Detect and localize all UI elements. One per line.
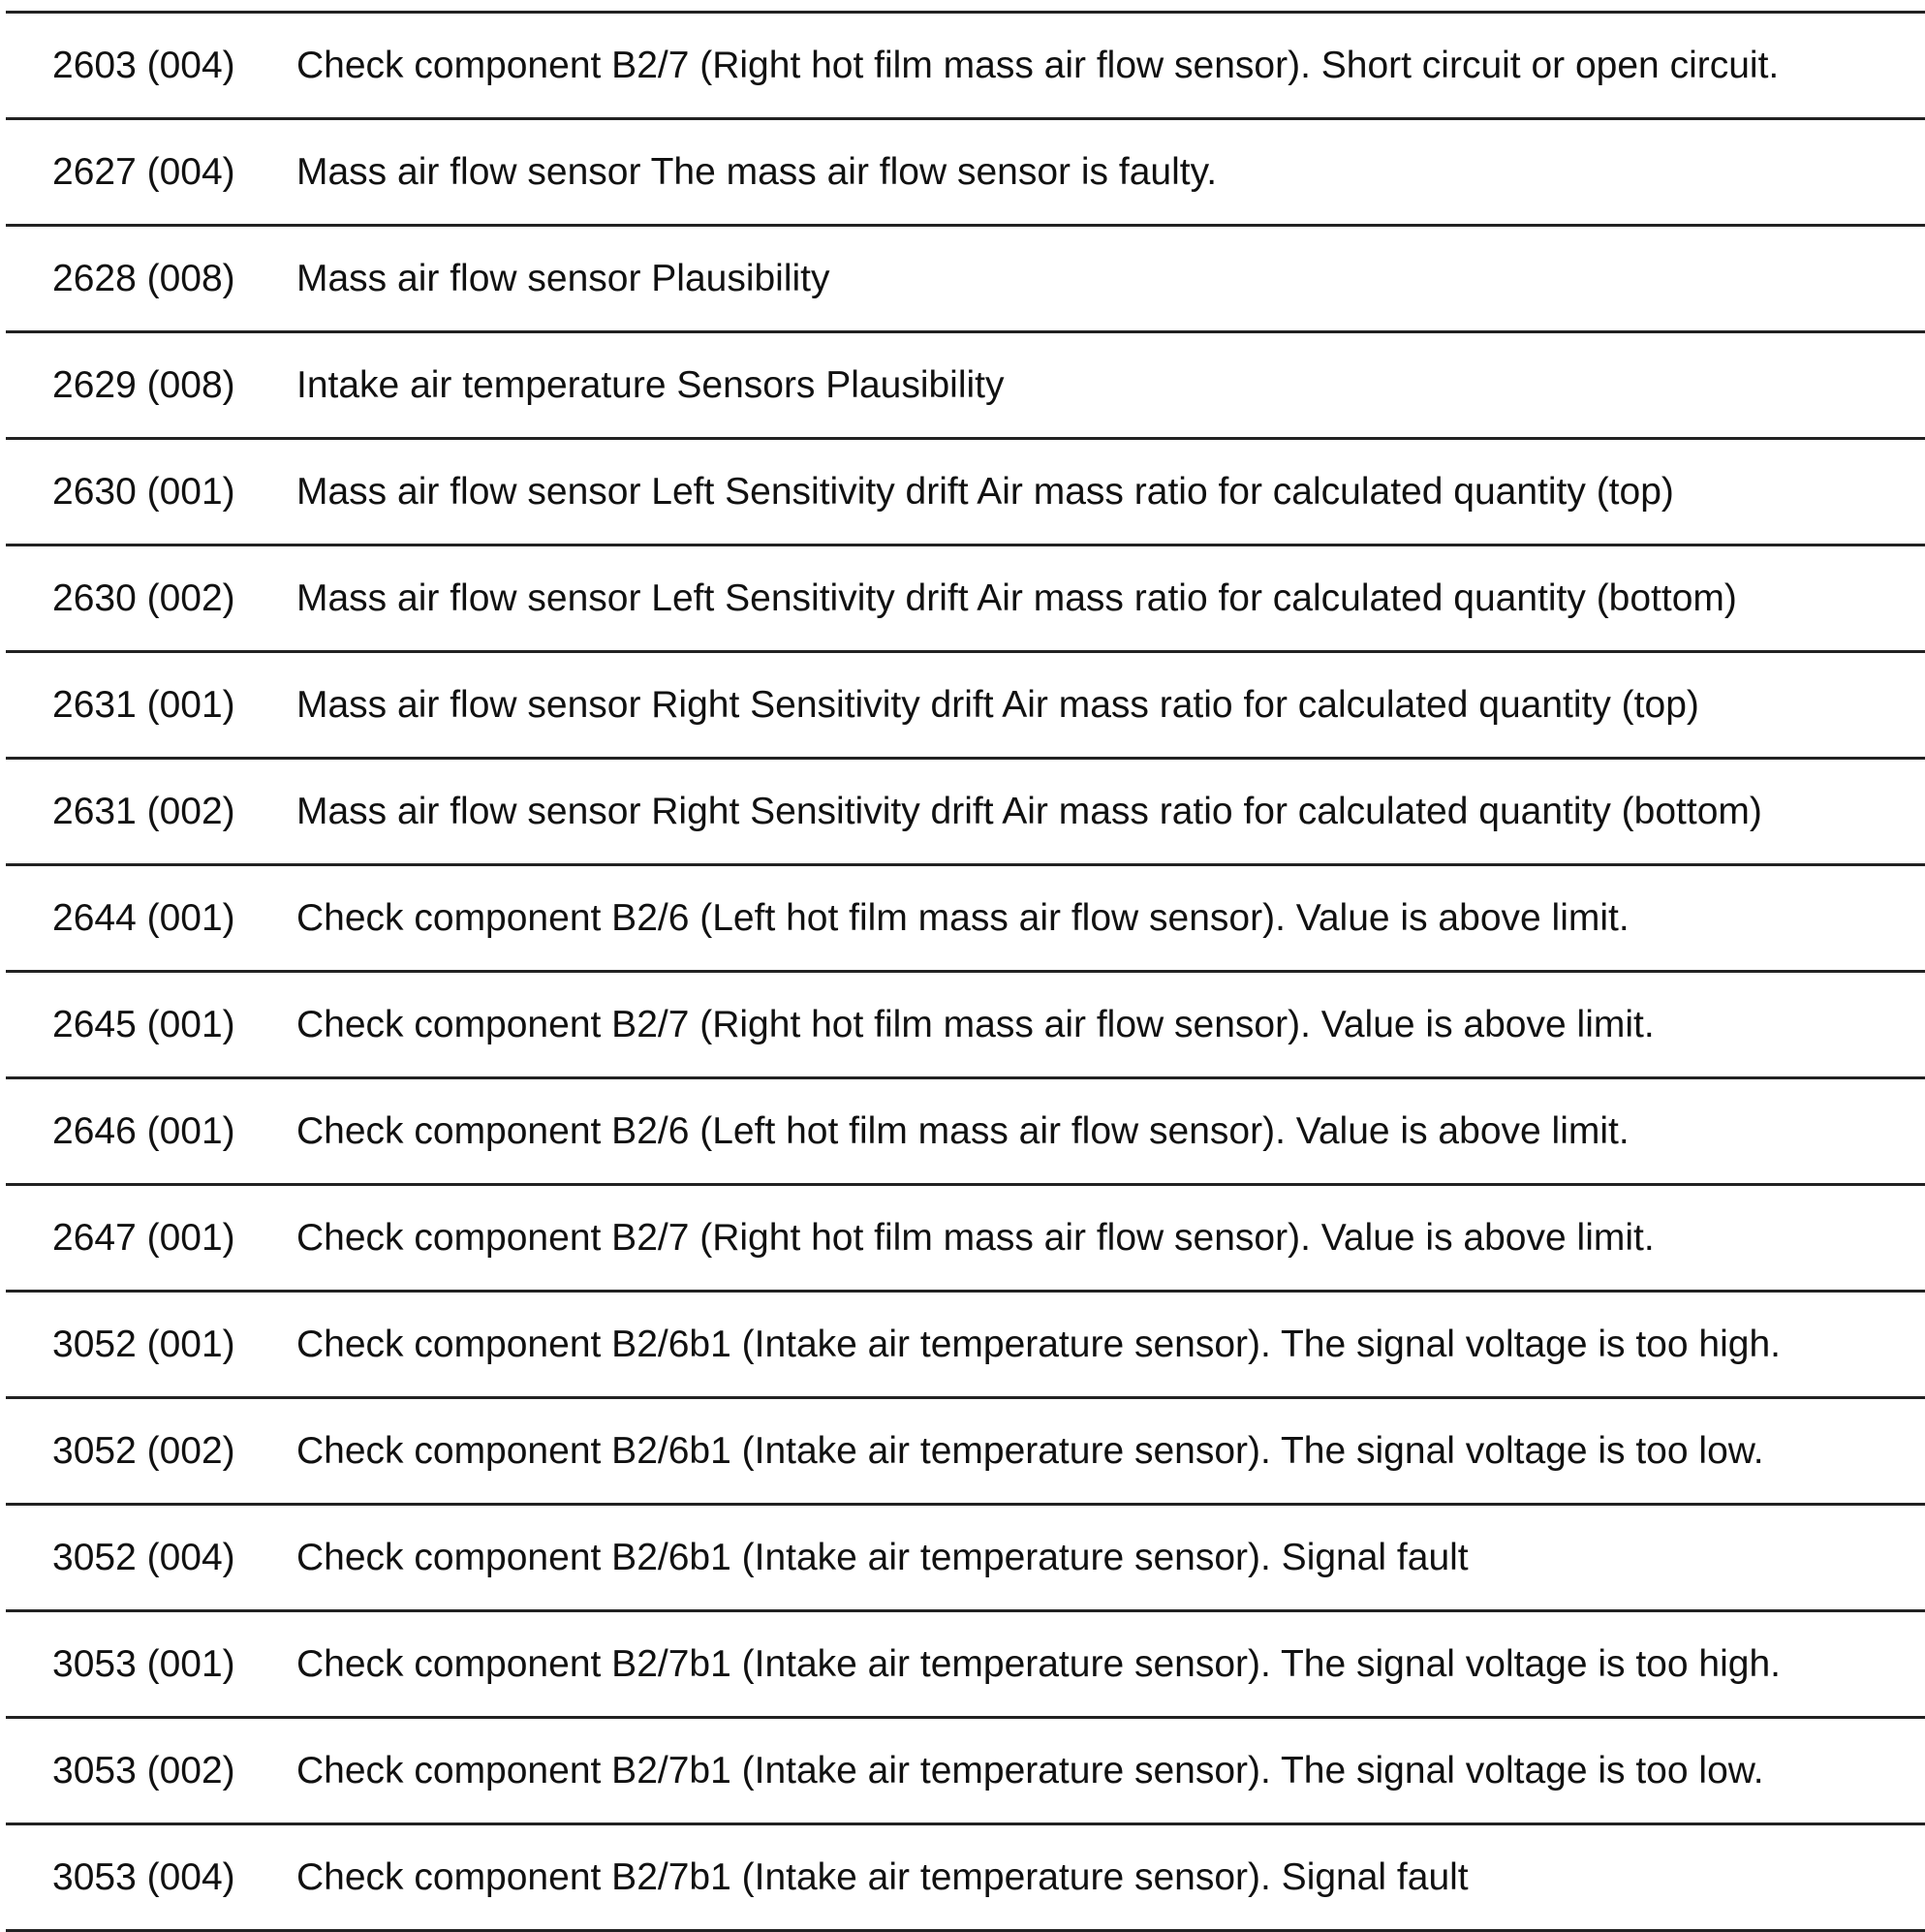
fault-description: Check component B2/6b1 (Intake air temperature sensor). The signal voltage is too low. <box>296 1430 1764 1472</box>
fault-description: Check component B2/6 (Left hot film mass air flow sensor). Value is above limit. <box>296 897 1630 939</box>
fault-description: Mass air flow sensor Plausibility <box>296 258 830 299</box>
table-row <box>6 333 1925 440</box>
table-row <box>6 653 1925 760</box>
fault-description: Check component B2/7b1 (Intake air temperature sensor). The signal voltage is too low. <box>296 1750 1764 1792</box>
fault-description: Mass air flow sensor Left Sensitivity drift Air mass ratio for calculated quantity (bottom) <box>296 577 1737 619</box>
table-row <box>6 1399 1925 1506</box>
fault-code: 2630 (001) <box>52 471 235 513</box>
fault-code: 3053 (001) <box>52 1643 235 1685</box>
fault-code: 2647 (001) <box>52 1217 235 1259</box>
fault-description: Mass air flow sensor Left Sensitivity drift Air mass ratio for calculated quantity (top) <box>296 471 1674 513</box>
fault-code: 2603 (004) <box>52 45 235 86</box>
fault-code: 2644 (001) <box>52 897 235 939</box>
fault-code: 2630 (002) <box>52 577 235 619</box>
table-row <box>6 760 1925 866</box>
table-row <box>6 1612 1925 1719</box>
fault-code: 3053 (002) <box>52 1750 235 1792</box>
table-row <box>6 1506 1925 1612</box>
fault-description: Mass air flow sensor Right Sensitivity drift Air mass ratio for calculated quantity (bottom) <box>296 791 1762 832</box>
table-row <box>6 1186 1925 1293</box>
fault-code: 2629 (008) <box>52 364 235 406</box>
fault-description: Mass air flow sensor Right Sensitivity drift Air mass ratio for calculated quantity (top) <box>296 684 1699 726</box>
table-row <box>6 227 1925 333</box>
fault-description: Check component B2/7 (Right hot film mass air flow sensor). Value is above limit. <box>296 1004 1655 1045</box>
fault-description: Intake air temperature Sensors Plausibility <box>296 364 1005 406</box>
fault-code: 2631 (001) <box>52 684 235 726</box>
fault-code: 2628 (008) <box>52 258 235 299</box>
table-row <box>6 14 1925 120</box>
fault-description: Check component B2/7 (Right hot film mass air flow sensor). Value is above limit. <box>296 1217 1655 1259</box>
table-row <box>6 120 1925 227</box>
fault-description: Check component B2/6b1 (Intake air temperature sensor). Signal fault <box>296 1537 1469 1578</box>
fault-code: 3053 (004) <box>52 1856 235 1898</box>
fault-code: 3052 (001) <box>52 1324 235 1365</box>
table-row <box>6 546 1925 653</box>
table-row <box>6 1825 1925 1932</box>
fault-description: Check component B2/6b1 (Intake air temperature sensor). The signal voltage is too high. <box>296 1324 1781 1365</box>
fault-description: Mass air flow sensor The mass air flow sensor is faulty. <box>296 151 1218 193</box>
fault-code: 3052 (004) <box>52 1537 235 1578</box>
table-row <box>6 866 1925 973</box>
fault-code-table <box>6 11 1925 1932</box>
fault-description: Check component B2/7 (Right hot film mass air flow sensor). Short circuit or open circuit. <box>296 45 1780 86</box>
fault-code: 2631 (002) <box>52 791 235 832</box>
table-row <box>6 1079 1925 1186</box>
table-row <box>6 440 1925 546</box>
fault-description: Check component B2/6 (Left hot film mass air flow sensor). Value is above limit. <box>296 1110 1630 1152</box>
fault-code: 2646 (001) <box>52 1110 235 1152</box>
fault-code: 2645 (001) <box>52 1004 235 1045</box>
fault-code: 2627 (004) <box>52 151 235 193</box>
table-row <box>6 973 1925 1079</box>
table-row <box>6 1293 1925 1399</box>
fault-description: Check component B2/7b1 (Intake air temperature sensor). The signal voltage is too high. <box>296 1643 1781 1685</box>
fault-description: Check component B2/7b1 (Intake air temperature sensor). Signal fault <box>296 1856 1469 1898</box>
fault-code: 3052 (002) <box>52 1430 235 1472</box>
table-row <box>6 1719 1925 1825</box>
